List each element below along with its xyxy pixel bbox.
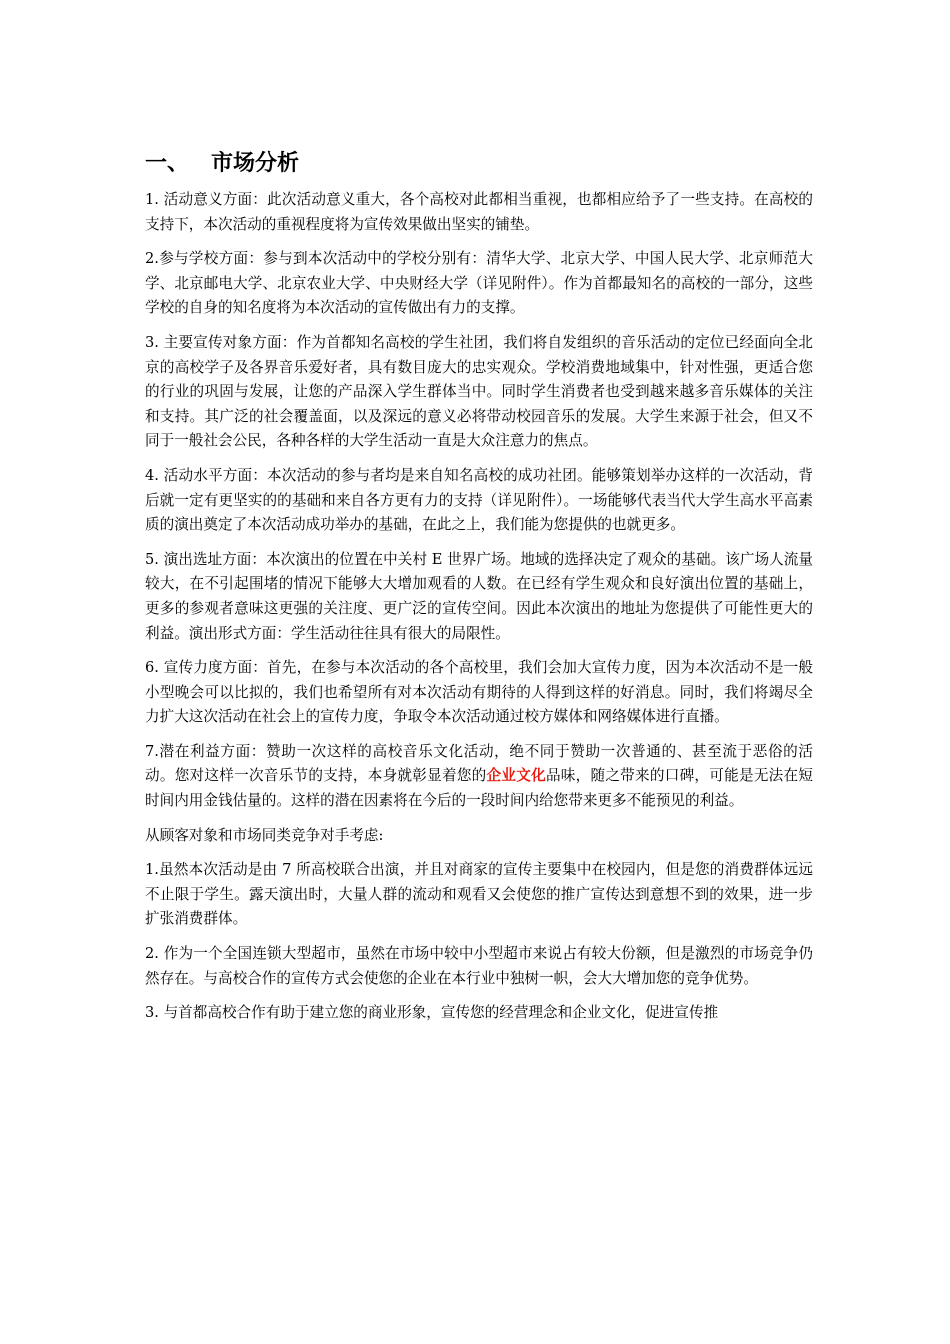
paragraph-consider-3: 3. 与首都高校合作有助于建立您的商业形象，宣传您的经营理念和企业文化，促进宣传推 [145, 1004, 719, 1022]
paragraph-consider-1: 1.虽然本次活动是由 7 所高校联合出演，并且对商家的宣传主要集中在校园内，但是您的消费群体远远不止限于学生。露天演出时，大量人群的流动和观看又会使您的推广宣传达到意想不到的效果，进一步扩张消费群体。 [145, 861, 813, 928]
paragraph-activity-level: 4. 活动水平方面：本次活动的参与者均是来自知名高校的成功社团。能够策划举办这样的一次活动，背后就一定有更坚实的的基础和来自各方更有力的支持（详见附件）。一场能够代表当代大学生高水平高素质的演出奠定了本次活动成功举办的基础，在此之上，我们能为您提供的也就更多。 [145, 466, 813, 534]
subheading-customer-competitors: 从顾客对象和市场同类竞争对手考虑: [145, 826, 384, 844]
paragraph-venue: 5. 演出选址方面：本次演出的位置在中关村 E 世界广场。地域的选择决定了观众的基础。该广场人流量较大，在不引起围堵的情况下能够大大增加观看的人数。在已经有学生观众和良好演出位置的基础上，更多的参观者意味这更强的关注度、更广泛的宣传空间。因此本次演出的地址为您提供了可能性更大的利益。演出形式方面：学生活动往往具有很大的局限性。 [145, 550, 813, 642]
section-title: 市场分析 [211, 151, 300, 176]
paragraph-text: 7.潜在利益方面：赞助一次这样的高校音乐文化活动，绝不同于赞助一次普通的、甚至流于恶俗的活动。您对这样一次音乐节的支持，本身就彰显着您的 [145, 742, 813, 785]
section-heading [145, 150, 813, 178]
paragraph-potential-benefits [145, 740, 813, 814]
paragraph-text: 品味，随之带来的口碑，可能是无法在短时间内用金钱估量的。这样的潜在因素将在今后的一段时间内给您带来更多不能预见的利益。 [145, 767, 813, 810]
paragraph-publicity: 6. 宣传力度方面：首先，在参与本次活动的各个高校里，我们会加大宣传力度，因为本次活动不是一般小型晚会可以比拟的，我们也希望所有对本次活动有期待的人得到这样的好消息。同时，我们将竭尽全力扩大这次活动在社会上的宣传力度，争取令本次活动通过校方媒体和网络媒体进行直播。 [145, 659, 813, 726]
section-number: 一、 [145, 151, 190, 176]
highlight-corporate-culture: 企业文化 [486, 767, 546, 785]
document-page [145, 150, 813, 1036]
paragraph-activity-significance: 1. 活动意义方面：此次活动意义重大，各个高校对此都相当重视，也都相应给予了一些支持。在高校的支持下，本次活动的重视程度将为宣传效果做出坚实的铺垫。 [145, 191, 813, 233]
paragraph-target-audience: 3. 主要宣传对象方面：作为首都知名高校的学生社团，我们将自发组织的音乐活动的定位已经面向全北京的高校学子及各界音乐爱好者，具有数目庞大的忠实观众。学校消费地域集中，针对性强，更适合您的行业的巩固与发展，让您的产品深入学生群体当中。同时学生消费者也受到越来越多音乐媒体的关注和支持。其广泛的社会覆盖面，以及深远的意义必将带动校园音乐的发展。大学生来源于社会，但又不同于一般社会公民，各种各样的大学生活动一直是大众注意力的焦点。 [145, 333, 813, 450]
paragraph-consider-2: 2. 作为一个全国连锁大型超市，虽然在市场中较中小型超市来说占有较大份额，但是激烈的市场竞争仍然存在。与高校合作的宣传方式会使您的企业在本行业中独树一帜，会大大增加您的竞争优势。 [145, 945, 813, 987]
paragraph-participating-schools: 2.参与学校方面：参与到本次活动中的学校分别有：清华大学、北京大学、中国人民大学、北京师范大学、北京邮电大学、北京农业大学、中央财经大学（详见附件）。作为首都最知名的高校的一部分，这些学校的自身的知名度将为本次活动的宣传做出有力的支撑。 [145, 250, 813, 317]
